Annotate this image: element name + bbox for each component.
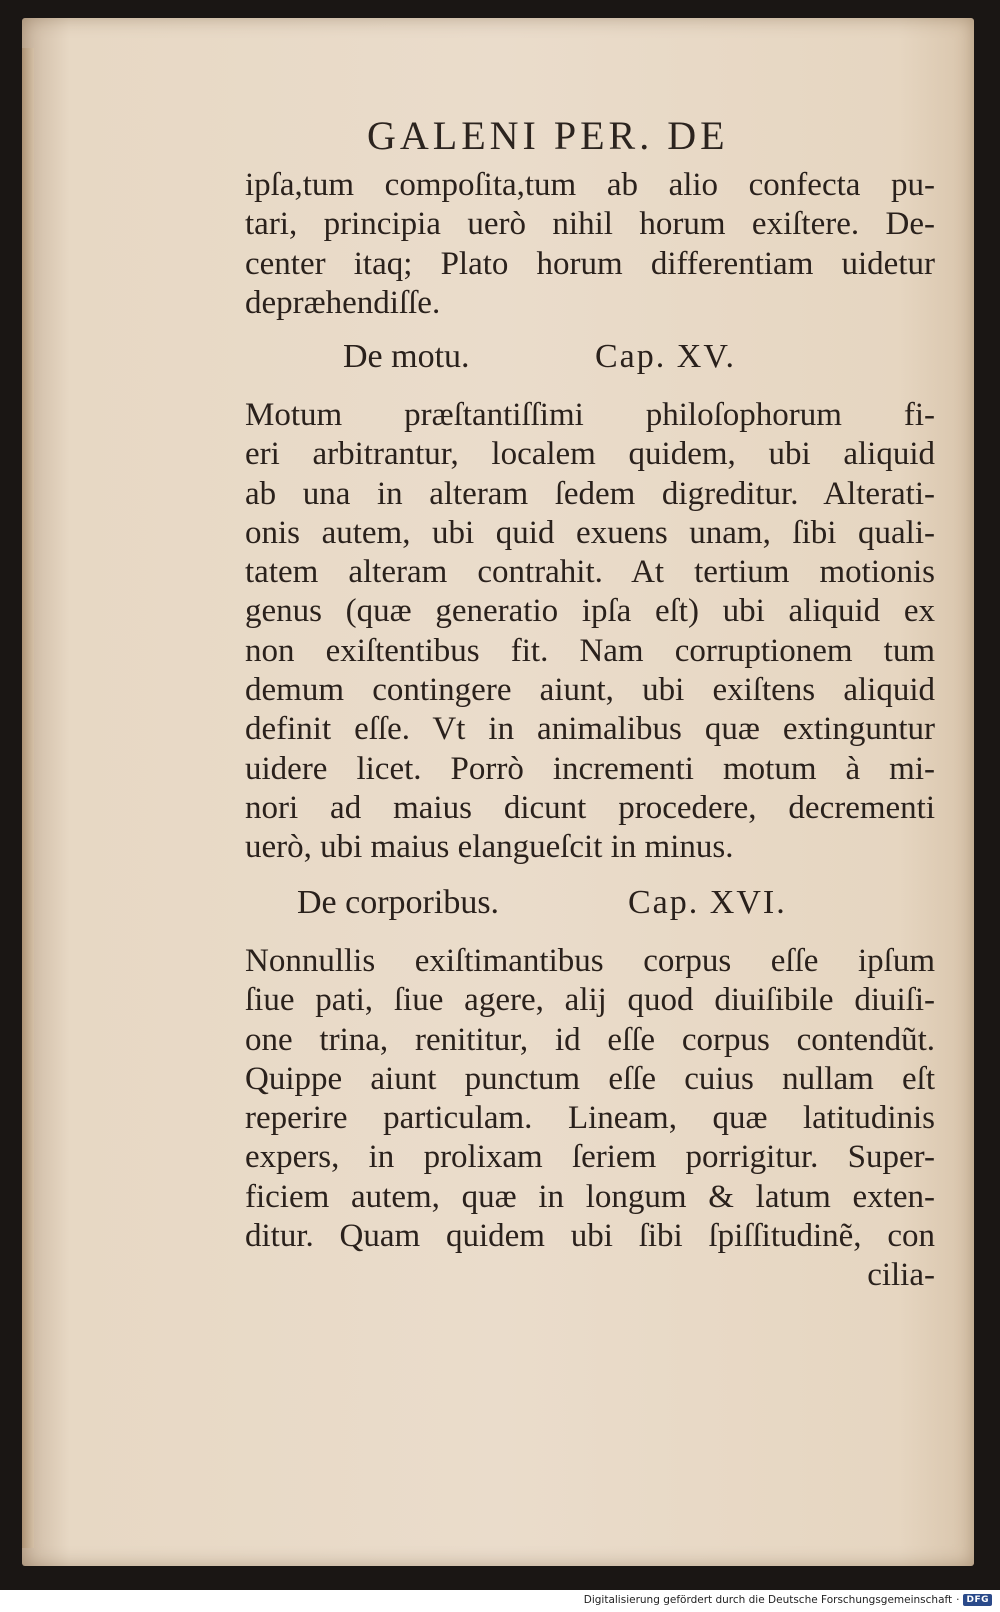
page-binding-edge bbox=[22, 48, 34, 1548]
chapter-16-number: Cap. XVI. bbox=[628, 884, 787, 921]
chapter-15-title: De motu. bbox=[343, 338, 470, 375]
catchword: cilia- bbox=[867, 1257, 935, 1294]
text-line: one trina, renititur, id eſſe corpus contendũt. bbox=[245, 1021, 935, 1058]
text-line: tatem alteram contrahit. At tertium motionis bbox=[245, 554, 935, 591]
text-line: ditur. Quam quidem ubi ſibi ſpiſſitudinẽ, con bbox=[245, 1218, 935, 1255]
text-block-3 bbox=[245, 942, 945, 1296]
text-line: reperire particulam. Lineam, quӕ latitudinis bbox=[245, 1100, 935, 1137]
chapter-15-number: Cap. XV. bbox=[595, 338, 736, 375]
text-line: eri arbitrantur, localem quidem, ubi aliquid bbox=[245, 436, 935, 473]
text-line: ſiue pati, ſiue agere, alĳ quod diuiſibile diuiſi- bbox=[245, 982, 935, 1019]
text-line: non exiſtentibus fit. Nam corruptionem tum bbox=[245, 632, 935, 669]
text-line: Motum prӕſtantiſſimi philoſophorum fi- bbox=[245, 397, 935, 433]
chapter-16-title: De corporibus. bbox=[297, 884, 500, 921]
text-line: definit eſſe. Vt in animalibus quӕ extinguntur bbox=[245, 711, 935, 748]
text-line: uerò, ubi maius elangueſcit in minus. bbox=[245, 829, 734, 866]
running-head: GALENI PER. DE bbox=[367, 113, 729, 158]
text-line: ipſa,tum compoſita,tum ab alio confecta pu- bbox=[245, 167, 935, 203]
text-line: nori ad maius dicunt procedere, decrementi bbox=[245, 789, 935, 826]
text-line: deprӕhendiſſe. bbox=[245, 284, 441, 321]
text-line: uidere licet. Porrò incrementi motum à mi- bbox=[245, 750, 935, 787]
text-line: onis autem, ubi quid exuens unam, ſibi quali- bbox=[245, 514, 935, 551]
text-block-2 bbox=[245, 396, 945, 868]
text-line: expers, in prolixam ſeriem porrigitur. Super- bbox=[245, 1139, 935, 1176]
text-line: demum contingere aiunt, ubi exiſtens aliquid bbox=[245, 672, 935, 709]
text-line: center itaq; Plato horum differentiam uidetur bbox=[245, 245, 935, 282]
text-line: ficiem autem, quӕ in longum & latum exten- bbox=[245, 1178, 935, 1215]
text-line: Nonnullis exiſtimantibus corpus eſſe ipſum bbox=[245, 943, 935, 979]
dfg-logo-icon: DFG bbox=[963, 1594, 992, 1606]
text-line: ab una in alteram ſedem digreditur. Alterati- bbox=[245, 475, 935, 512]
credit-text: Digitalisierung gefördert durch die Deutsche Forschungsgemeinschaft bbox=[583, 1594, 953, 1606]
digitization-credit: Digitalisierung gefördert durch die Deutsche Forschungsgemeinschaft · DFG bbox=[584, 1594, 992, 1606]
text-line: Quippe aiunt punctum eſſe cuius nullam eſt bbox=[245, 1060, 935, 1097]
text-line: genus (quӕ generatio ipſa eſt) ubi aliquid ex bbox=[245, 593, 935, 630]
text-block-1 bbox=[245, 166, 945, 323]
text-line: tari, principia uerò nihil horum exiſtere. De- bbox=[245, 206, 935, 243]
